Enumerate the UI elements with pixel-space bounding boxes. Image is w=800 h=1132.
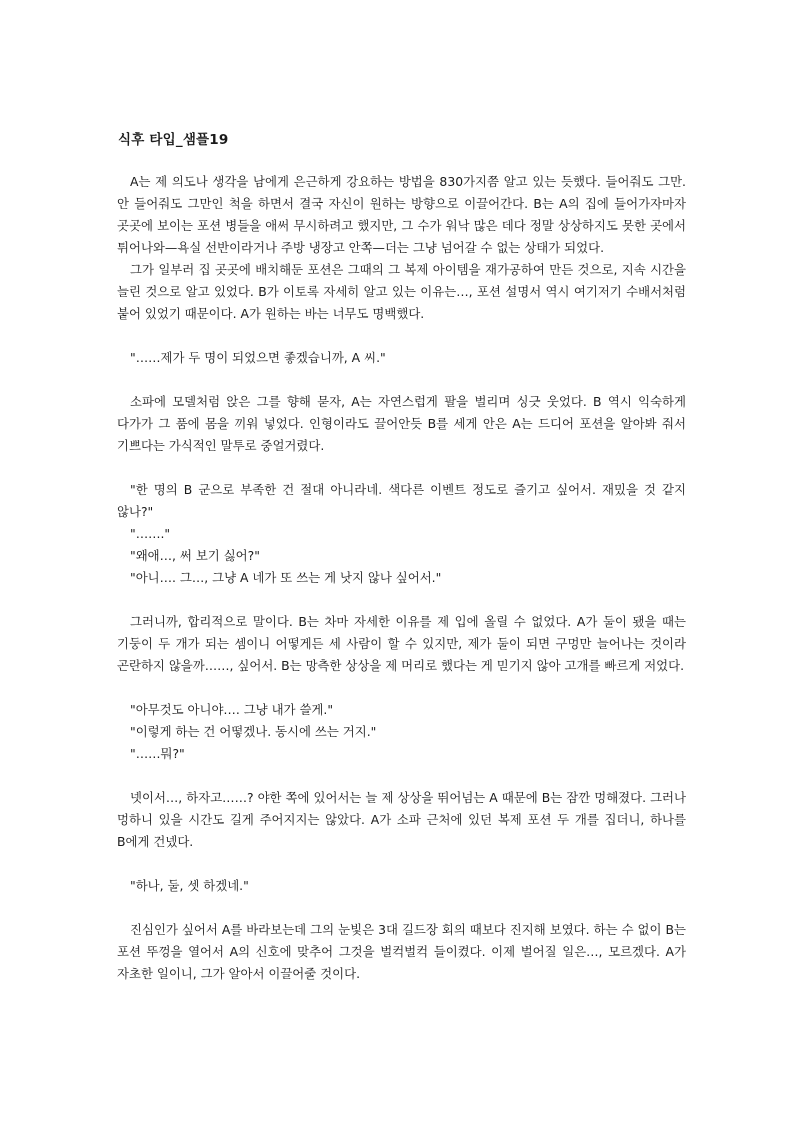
dialogue-line: "왜애…, 써 보기 싫어?" [130, 548, 260, 563]
paragraph-spacer [117, 897, 686, 919]
paragraph: 넷이서…, 하자고……? 야한 쪽에 있어서는 늘 제 상상을 뛰어넘는 A 때문에 B는 잠깐 멍해졌다. 그러나 멍하니 있을 시간도 길게 주어지지는 않았다. A가 소파 근처에 있던 복제 포션 두 개를 집더니, 하나를 B에게 건넸다. [117, 790, 686, 849]
dialogue-line: "한 명의 B 군으로 부족한 건 절대 아니라네. 색다른 이벤트 정도로 즐기고 싶어서. 재밌을 것 같지 않나?" [117, 482, 686, 519]
dialogue-line: "아무것도 아니야…. 그냥 내가 쓸게." [130, 702, 334, 717]
dialogue-line: "하나, 둘, 셋 하겠네." [130, 878, 249, 893]
page-title: 식후 타입_샘플19 [118, 132, 229, 148]
paragraph: 그러니까, 합리적으로 말이다. B는 차마 자세한 이유를 제 입에 올릴 수 없었다. A가 둘이 됐을 때는 기둥이 두 개가 되는 셈이니 어떻게든 세 사람이 할 수 있지만, 제가 둘이 되면 구멍만 늘어나는 것이라 곤란하지 않을까……, 싶어서. B는 망측한 상상을 제 머리로 했다는 게 믿기지 않아 고개를 빠르게 저었다. [117, 614, 686, 673]
dialogue-line: "……뭐?" [130, 746, 185, 761]
dialogue-line: "……제가 두 명이 되었으면 좋겠습니까, A 씨." [130, 350, 386, 365]
paragraph-spacer [117, 325, 686, 347]
paragraph: 소파에 모델처럼 앉은 그를 향해 묻자, A는 자연스럽게 팔을 벌리며 싱긋 웃었다. B 역시 익숙하게 다가가 그 품에 몸을 끼워 넣었다. 인형이라도 끌어안듯 B를 세게 안은 A는 드디어 포션을 알아봐 줘서 기쁘다는 가식적인 말투로 중얼거렸다. [117, 394, 686, 453]
paragraph-spacer [117, 369, 686, 391]
document-body [117, 171, 686, 985]
paragraph-spacer [117, 765, 686, 787]
paragraph-spacer [117, 457, 686, 479]
paragraph-spacer [117, 677, 686, 699]
paragraph-spacer [117, 853, 686, 875]
dialogue-line: "이렇게 하는 건 어떻겠나. 동시에 쓰는 거지." [130, 724, 377, 739]
paragraph: 진심인가 싶어서 A를 바라보는데 그의 눈빛은 3대 길드장 회의 때보다 진지해 보였다. 하는 수 없이 B는 포션 뚜껑을 열어서 A의 신호에 맞추어 그것을 벌컥벌컥 들이켰다. 이제 벌어질 일은…, 모르겠다. A가 자초한 일이니, 그가 알아서 이끌어줄 것이다. [117, 922, 686, 981]
paragraph-spacer [117, 589, 686, 611]
dialogue-line: "아니…. 그…, 그냥 A 네가 또 쓰는 게 낫지 않나 싶어서." [130, 570, 442, 585]
dialogue-line: "……." [130, 526, 171, 541]
paragraph: 그가 일부러 집 곳곳에 배치해둔 포션은 그때의 그 복제 아이템을 재가공하여 만든 것으로, 지속 시간을 늘린 것으로 알고 있었다. B가 이토록 자세히 알고 있는 이유는…, 포션 설명서 역시 여기저기 수배서처럼 붙어 있었기 때문이다. A가 원하는 바는 너무도 명백했다. [117, 262, 686, 321]
paragraph: A는 제 의도나 생각을 남에게 은근하게 강요하는 방법을 830가지쯤 알고 있는 듯했다. 들어줘도 그만. 안 들어줘도 그만인 척을 하면서 결국 자신이 원하는 방향으로 이끌어간다. B는 A의 집에 들어가자마자 곳곳에 보이는 포션 병들을 애써 무시하려고 했지만, 그 수가 워낙 많은 데다 정말 상상하지도 못한 곳에서 튀어나와—욕실 선반이라거나 주방 냉장고 안쪽—더는 그냥 넘어갈 수 없는 상태가 되었다. [117, 174, 686, 255]
